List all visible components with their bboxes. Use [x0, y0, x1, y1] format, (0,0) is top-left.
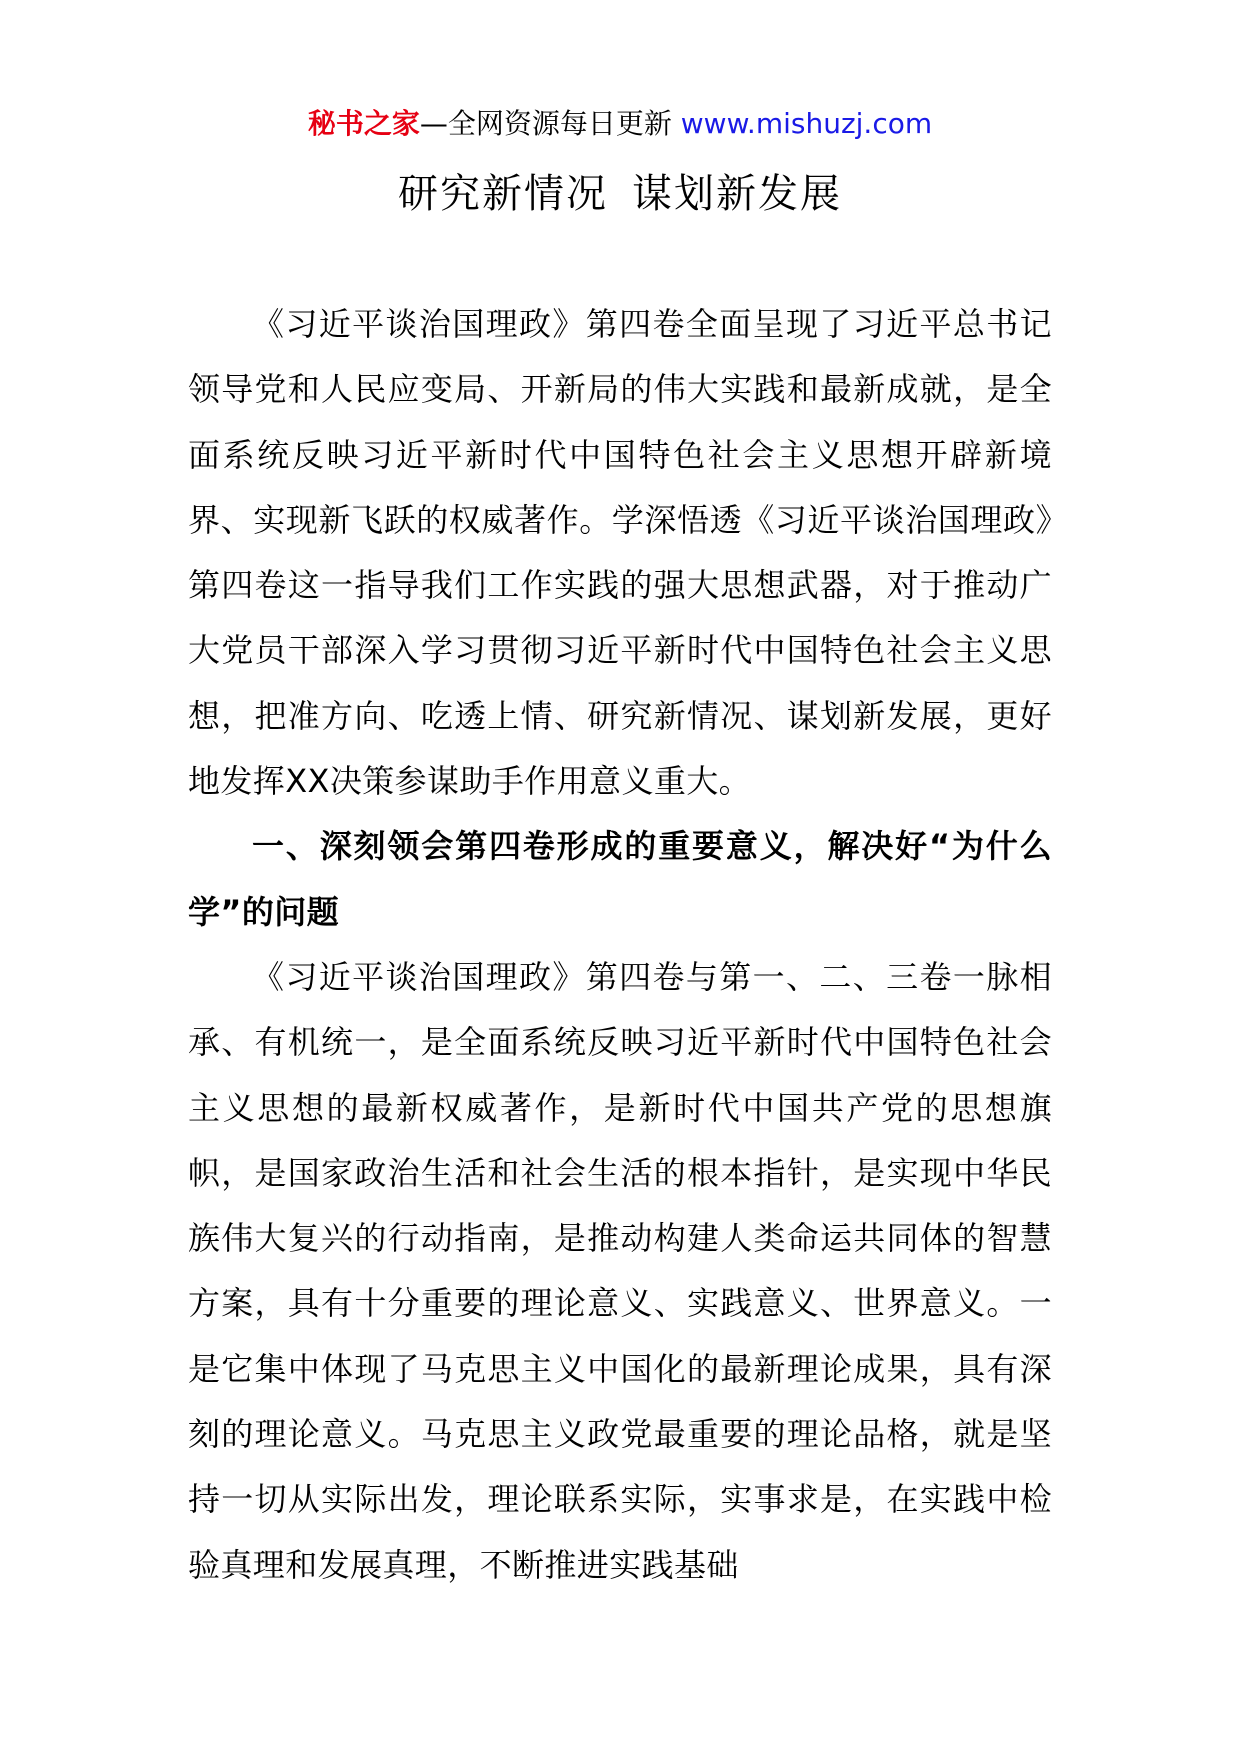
section-1-paragraph: 《习近平谈治国理政》第四卷与第一、二、三卷一脉相承、有机统一，是全面系统反映习近平新时代中国特色社会主义思想的最新权威著作，是新时代中国共产党的思想旗帜，是国家政治生活和社会生活的根本指针，是实现中华民族伟大复兴的行动指南，是推动构建人类命运共同体的智慧方案，具有十分重要的理论意义、实践意义、世界意义。一是它集中体现了马克思主义中国化的最新理论成果，具有深刻的理论意义。马克思主义政党最重要的理论品格，就是坚持一切从实际出发，理论联系实际，实事求是，在实践中检验真理和发展真理，不断推进实践基础 [188, 957, 1052, 1584]
document-body [188, 292, 1052, 1598]
document-title-part-2: 谋划新发展 [632, 171, 842, 217]
document-title [0, 166, 1240, 222]
site-brand: 秘书之家 [307, 107, 420, 140]
site-url-link[interactable]: www.mishuzj.com [680, 107, 933, 140]
site-banner [0, 104, 1240, 144]
section-heading-1: 一、深刻领会第四卷形成的重要意义，解决好“为什么学”的问题 [188, 827, 1052, 931]
site-tagline: —全网资源每日更新 [419, 107, 681, 140]
document-title-part-1: 研究新情况 [398, 171, 608, 217]
intro-paragraph: 《习近平谈治国理政》第四卷全面呈现了习近平总书记领导党和人民应变局、开新局的伟大实践和最新成就，是全面系统反映习近平新时代中国特色社会主义思想开辟新境界、实现新飞跃的权威著作。学深悟透《习近平谈治国理政》第四卷这一指导我们工作实践的强大思想武器，对于推动广大党员干部深入学习贯彻习近平新时代中国特色社会主义思想，把准方向、吃透上情、研究新情况、谋划新发展，更好地发挥XX决策参谋助手作用意义重大。 [188, 305, 1052, 801]
